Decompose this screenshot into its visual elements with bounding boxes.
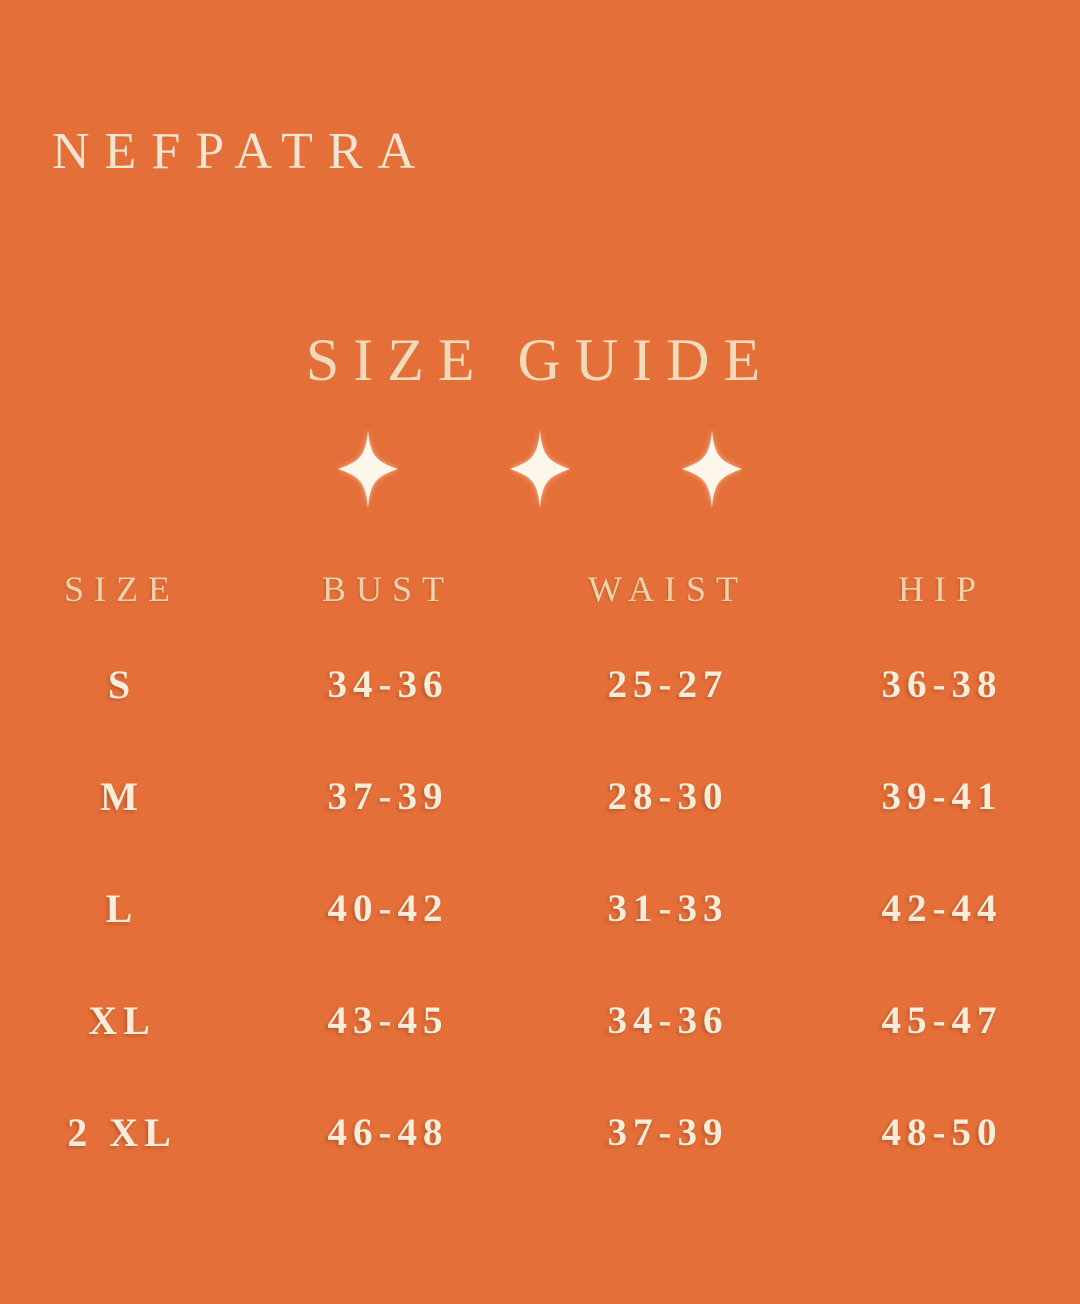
brand-logo: NEFPATRA [52, 123, 431, 180]
waist-value: 37-39 [607, 1110, 729, 1154]
bust-value: 46-48 [327, 1110, 449, 1154]
size-label: 2 XL [67, 1109, 177, 1155]
size-label: XL [88, 997, 156, 1043]
hip-value: 45-47 [881, 998, 1003, 1042]
size-label: L [105, 885, 139, 931]
hip-value: 42-44 [881, 886, 1003, 930]
waist-value: 34-36 [607, 998, 729, 1042]
hip-value: 48-50 [881, 1110, 1003, 1154]
waist-value: 31-33 [607, 886, 729, 930]
hip-value: 39-41 [881, 774, 1003, 818]
sparkle-icon [338, 430, 398, 508]
size-table [0, 550, 1080, 1188]
bust-value: 34-36 [327, 662, 449, 706]
column-header-waist: WAIST [588, 569, 748, 609]
column-header-hip: HIP [897, 569, 986, 609]
column-header-size: SIZE [64, 569, 180, 609]
waist-value: 28-30 [607, 774, 729, 818]
bust-value: 40-42 [327, 886, 449, 930]
size-label: S [107, 661, 137, 707]
bust-value: 37-39 [327, 774, 449, 818]
sparkle-divider [0, 430, 1080, 508]
hip-value: 36-38 [881, 662, 1003, 706]
sparkle-icon [682, 430, 742, 508]
column-header-bust: BUST [321, 569, 455, 609]
sparkle-icon [510, 430, 570, 508]
bust-value: 43-45 [327, 998, 449, 1042]
size-label: M [100, 773, 144, 819]
page-title: SIZE GUIDE [305, 327, 775, 393]
waist-value: 25-27 [607, 662, 729, 706]
